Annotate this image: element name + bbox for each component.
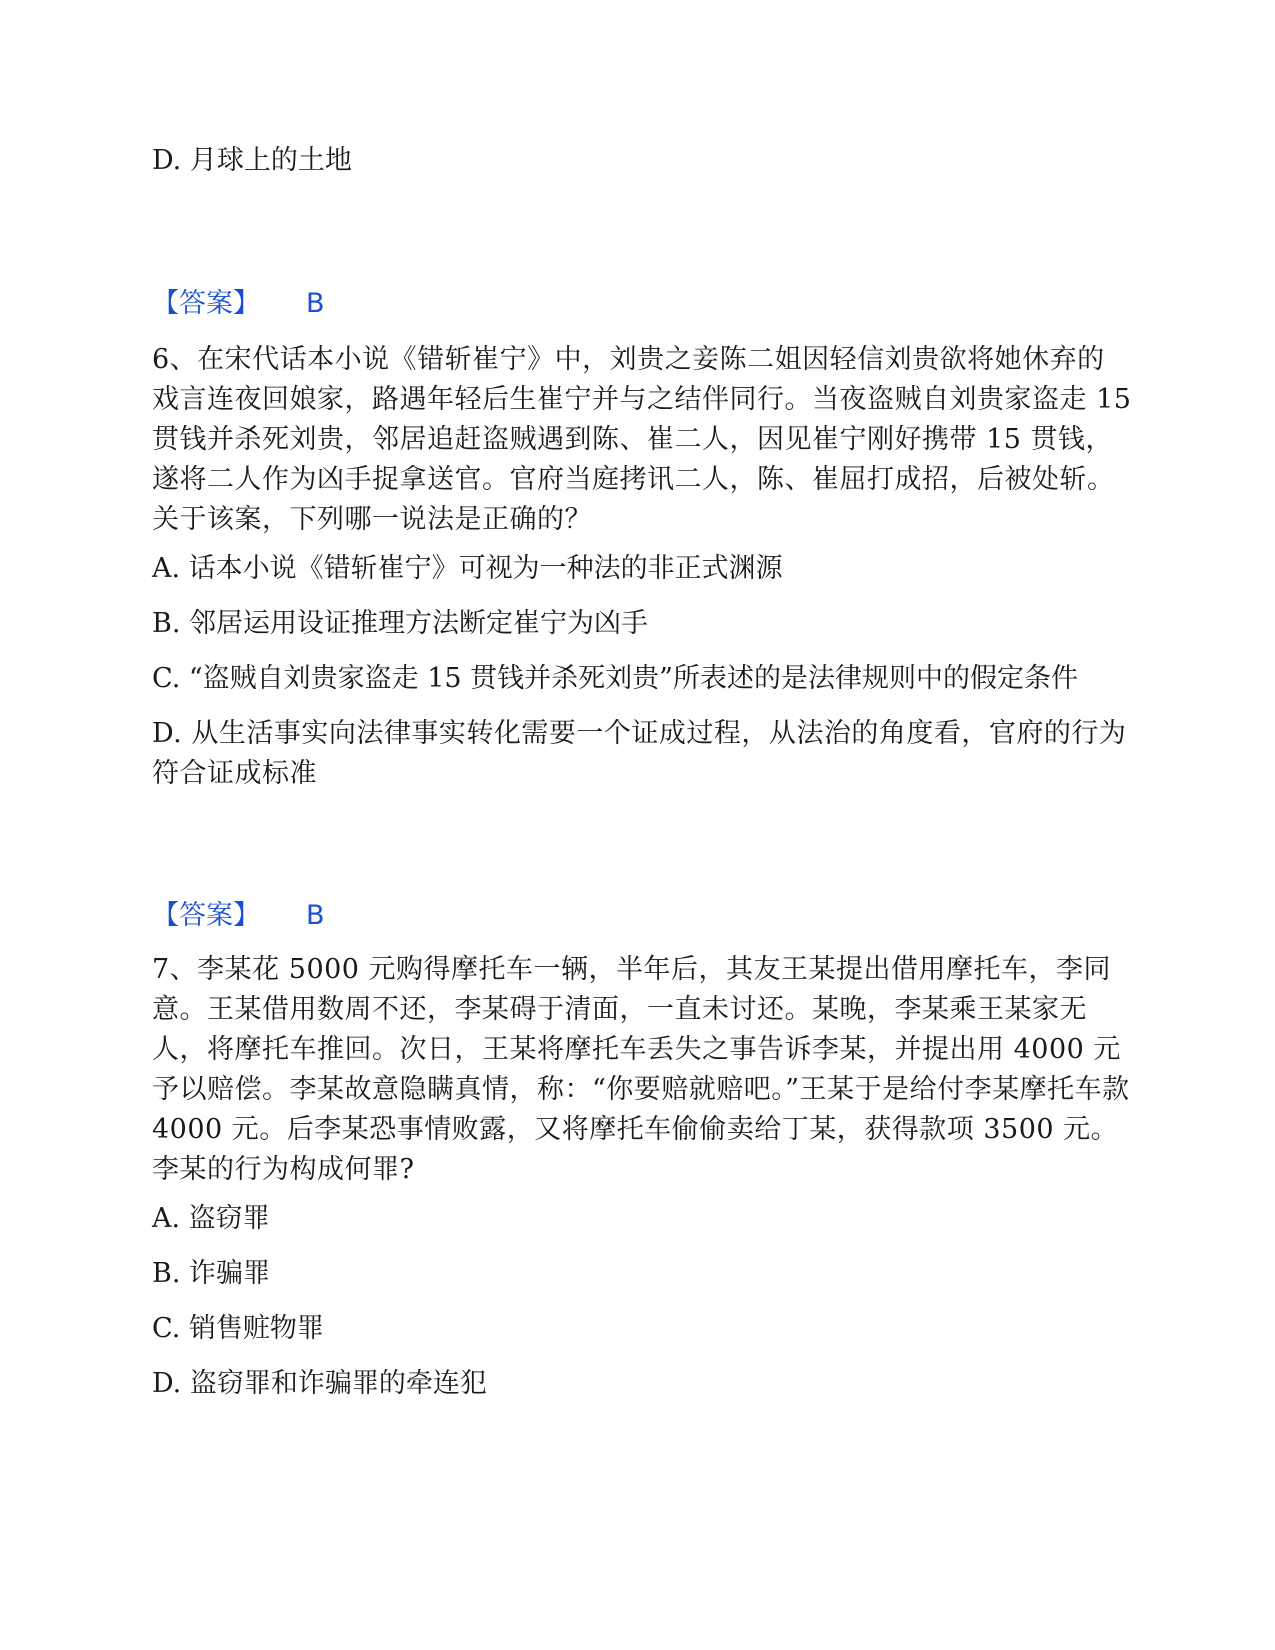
question-6-stem: 6、在宋代话本小说《错斩崔宁》中，刘贵之妾陈二姐因轻信刘贵欲将她休弃的戏言连夜回娘家，路遇年轻后生崔宁并与之结伴同行。当夜盗贼自刘贵家盗走 15 贯钱并杀死刘贵，邻居追赶盗贼遇到陈、崔二人，因见崔宁刚好携带 15 贯钱，遂将二人作为凶手捉拿送官。官府当庭拷讯二人，陈、崔屈打成招，后被处斩。关于该案，下列哪一说法是正确的？ [152,344,1132,535]
answer-6 [152,896,325,936]
answer-value: B [306,900,325,931]
question-7-option-c: C. 销售赃物罪 [152,1313,324,1344]
answer-label: 【答案】 [152,900,260,931]
question-7-option-a: A. 盗窃罪 [152,1203,270,1234]
answer-5 [152,284,325,324]
question-6-option-a: A. 话本小说《错斩崔宁》可视为一种法的非正式渊源 [152,553,783,584]
question-6-option-d: D. 从生活事实向法律事实转化需要一个证成过程，从法治的角度看，官府的行为符合证成标准 [152,718,1127,789]
question-7-option-b: B. 诈骗罪 [152,1258,271,1289]
prev-question-option-d: D. 月球上的土地 [152,145,352,176]
question-7-stem: 7、李某花 5000 元购得摩托车一辆，半年后，其友王某提出借用摩托车，李同意。王某借用数周不还，李某碍于清面，一直未讨还。某晚，李某乘王某家无人，将摩托车推回。次日，王某将摩托车丢失之事告诉李某，并提出用 4000 元予以赔偿。李某故意隐瞒真情，称：“你要赔就赔吧。”王某于是给付李某摩托车款 4000 元。后李某恐事情败露，又将摩托车偷偷卖给丁某，获得款项 3500 元。李某的行为构成何罪? [152,954,1130,1185]
answer-label: 【答案】 [152,288,260,319]
question-6-option-b: B. 邻居运用设证推理方法断定崔宁为凶手 [152,608,649,639]
answer-value: B [306,288,325,319]
question-6-option-c: C. “盗贼自刘贵家盗走 15 贯钱并杀死刘贵”所表述的是法律规则中的假定条件 [152,663,1078,694]
question-7-option-d: D. 盗窃罪和诈骗罪的牵连犯 [152,1368,487,1399]
